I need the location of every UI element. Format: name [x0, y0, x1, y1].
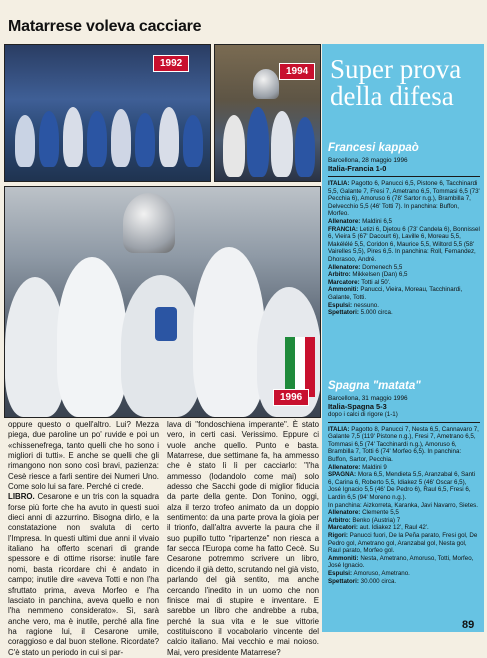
spain-lineup: Mora 6,5, Mendieta 5,5, Aranzabal 6, Santi 6, Carina 6, Roberto 5,5, Idiakez 5 (46' Oscar 6,5), José Ignacio 5,5 (46' De Pedro 6), Raul 6,5, Fresi 6, Lardín 6,5 (94' Moreno n.g.).	[328, 471, 476, 502]
spain-italy-lineup: Pagotto 8, Panucci 7, Nesta 6,5, Cannavaro 7, Galante 7,5 (119' Pistone n.g.), Fresi 7, Ametrano 6,5, Tommasi 6,5 (74' Tacchinardi n.g.), Amoruso 6, Brambilla 7, Totti 6 (74' Morfeo 6,5). In panchina: Buffon, Sartor, Pecchia.	[328, 425, 479, 464]
france-italy-lineup: Pagotto 6, Panucci 6,5, Pistone 6, Tacchinardi 5,5, Galante 7, Fresi 7, Ametrano 6,5, Tommasi 6,5 (73' Pecchia 6), Amoruso 6 (78' Sartor n.g.), Brambilla 7, Delvecchio 5,5 (46' Totti 7). In panchina: Buffon, Morfeo.	[328, 180, 480, 218]
team-photo-1992	[4, 44, 211, 182]
france-heading: Francesi kappaò	[328, 142, 419, 154]
spain-heading: Spagna "matata"	[328, 380, 421, 392]
article-paragraph: lava di "fondoschiena imperante". È stato vero, in certi casi. Verissimo. Eppure ci vuole anche quello. Punto e basta. Matarrese, due settimane fa, ha ammesso che è stato lì lì per cacciarlo: "l'ha ammesso (lodandolo come mai) solo adesso che Sacchi gode di miglior fiducia da parte della gente. Don Tonino, oggi, alza il terzo trofeo animato da un doppio sentimento: da una parte prova la gioia per il trionfo, dall'altra avverte la paura che il suo pupillo tutto "ripartenze" non riesca a far secca l'Europa come ha fatto Cecè. Su Cesarone potremmo scrivere un libro, dicendo il già detto, scrutando nel già visto, parlando del già sentito, ma anche cercando l'inedito in un uomo che non finisce mai di stupire e inventare. E sarebbe un libro che andrebbe a ruba, perché la sua vita e le sue vittorie costituiscono il vocabolario vincente del calcio italiano. Mai vecchio e mai noioso. Mai, vero presidente Matarrese?	[167, 420, 319, 657]
team-photo-1996	[4, 186, 321, 418]
spain-date: Barcellona, 31 maggio 1996	[328, 395, 408, 402]
article-paragraph: Cesarone e un tris con la squadra forse più forte che ha avuto in questi suoi dieci anni di azzurrino. Bisogna dirlo, e la constatazione non svaluta di certo l'Impresa. In questi ultimi due anni il vivaio italiano ha offerto scenari di grande spessore e di ottime risorse: inutile fare nomi, basta ricordare chi è andato in campo; inutile dire «aveva Totti e non l'ha sfruttato prima, aveva Morfeo e l'ha lasciato in panchina, aveva quello e non l'ha nemmeno considerato». Sì, sarà anche vero, ma è inutile, perché alla fine ha ragione lui, il Cesarone umile, coraggioso e dal buon stellone. Ricordate? C'è stato un periodo in cui si par-	[8, 492, 159, 657]
year-badge-1996: 1996	[273, 389, 309, 406]
spain-result: Italia-Spagna 5-3	[328, 401, 387, 411]
article-paragraph: oppure questo o quell'altro. Lui? Mezza piega, due paroline un po' ruvide e poi un «chissenefrega, tanto quelli che ho sono i migliori di tutti». E anche se quelli che gli rimangono non sono così bravi, pazienza: Cesè riesce a farli sentire dei Numeri Uno. Come solo lui sa fare. Perché ci crede.	[8, 420, 159, 492]
team-photo-1994	[214, 44, 321, 182]
article-column-1	[8, 420, 159, 658]
year-badge-1992: 1992	[153, 55, 189, 72]
section-label: LIBRO.	[8, 492, 35, 502]
headline: Matarrese voleva cacciare	[8, 18, 202, 35]
france-result: Italia-Francia 1-0	[328, 163, 387, 173]
france-date: Barcellona, 28 maggio 1996	[328, 157, 408, 164]
year-badge-1994: 1994	[279, 63, 315, 80]
france-match-box: Francesi kappaò Barcellona, 28 maggio 1996 Italia-Francia 1-0 ITALIA: Pagotto 6, Panucci 6,5, Pistone 6, Tacchinardi 5,5, Galante 7, Fresi 7, Ametrano 6,5, Tommasi 6,5 (73' Pecchia 6), Amoruso 6 (78' Sartor n.g.), Brambilla 7, Delvecchio 5,5 (46' Totti 7). In panchina: Buffon, Morfeo. Allenatore: Maldini 6,5 FRANCIA: Letizi 6, Djetou 6 (73' Candela 6), Bonnissel 6, Vieira 5 (67' Dacourt 6), Laville 6, Moreau 5,5, Makélélé 5,5, Coridon 6, Maurice 5,5, Wiltord 5,5 (58' Vairelles 5,5), Pires 6,5. In panchina: Roll, Fernandez, Dhorasoo, André. Allenatore: Domenech 5,5 Arbitro: Mikkelsen (Dan) 6,5 Marcatore: Totti al 50'. Ammoniti: Panucci, Vieira, Moreau, Tacchinardi, Galante, Totti. Espulsi: nessuno. Spettatori: 5.000 circa.	[328, 142, 480, 317]
sidebar-title: Super prova della difesa	[330, 54, 462, 111]
match-report-sidebar	[322, 44, 484, 632]
page-number: 89	[462, 619, 475, 631]
france-lineup: Letizi 6, Djetou 6 (73' Candela 6), Bonnissel 6, Vieira 5 (67' Dacourt 6), Laville 6, Moreau 5,5, Makélélé 5,5, Coridon 6, Maurice 5,5, Wiltord 5,5 (58' Vairelles 5,5), Pires 6,5. In panchina: Roll, Fernandez, Dhorasoo, André.	[328, 225, 480, 264]
spain-result-note: dopo i calci di rigore (1-1)	[328, 411, 398, 419]
article-column-2	[167, 420, 319, 658]
spain-match-box: Spagna "matata" Barcellona, 31 maggio 1996 Italia-Spagna 5-3 dopo i calci di rigore (1-1) ITALIA: Pagotto 8, Panucci 7, Nesta 6,5, Cannavaro 7, Galante 7,5 (119' Pistone n.g.), Fresi 7, Ametrano 6,5, Tommasi 6,5 (74' Tacchinardi n.g.), Amoruso 6, Brambilla 7, Totti 6 (74' Morfeo 6,5). In panchina: Buffon, Sartor, Pecchia. Allenatore: Maldini 9 SPAGNA: Mora 6,5, Mendieta 5,5, Aranzabal 6, Santi 6, Carina 6, Roberto 5,5, Idiakez 5 (46' Oscar 6,5), José Ignacio 5,5 (46' De Pedro 6), Raul 6,5, Fresi 6, Lardín 6,5 (94' Moreno n.g.). In panchina: Aizkorreta, Karanka, Javi Navarro, Sietes. Allenatore: Clemente 5,5 Arbitro: Benko (Austria) 7 Marcatori: aut. Idiakez 12', Raul 42'. Rigori: Panucci fuori, De la Peña parato, Fresi gol, De Pedro gol, Ametrano gol, Aranzabal gol, Nesta gol, Raul parato, Morfeo gol. Ammoniti: Nesta, Ametrano, Amoruso, Totti, Morfeo, José Ignacio. Espulsi: Amoruso, Ametrano. Spettatori: 30.000 circa.	[328, 380, 479, 585]
